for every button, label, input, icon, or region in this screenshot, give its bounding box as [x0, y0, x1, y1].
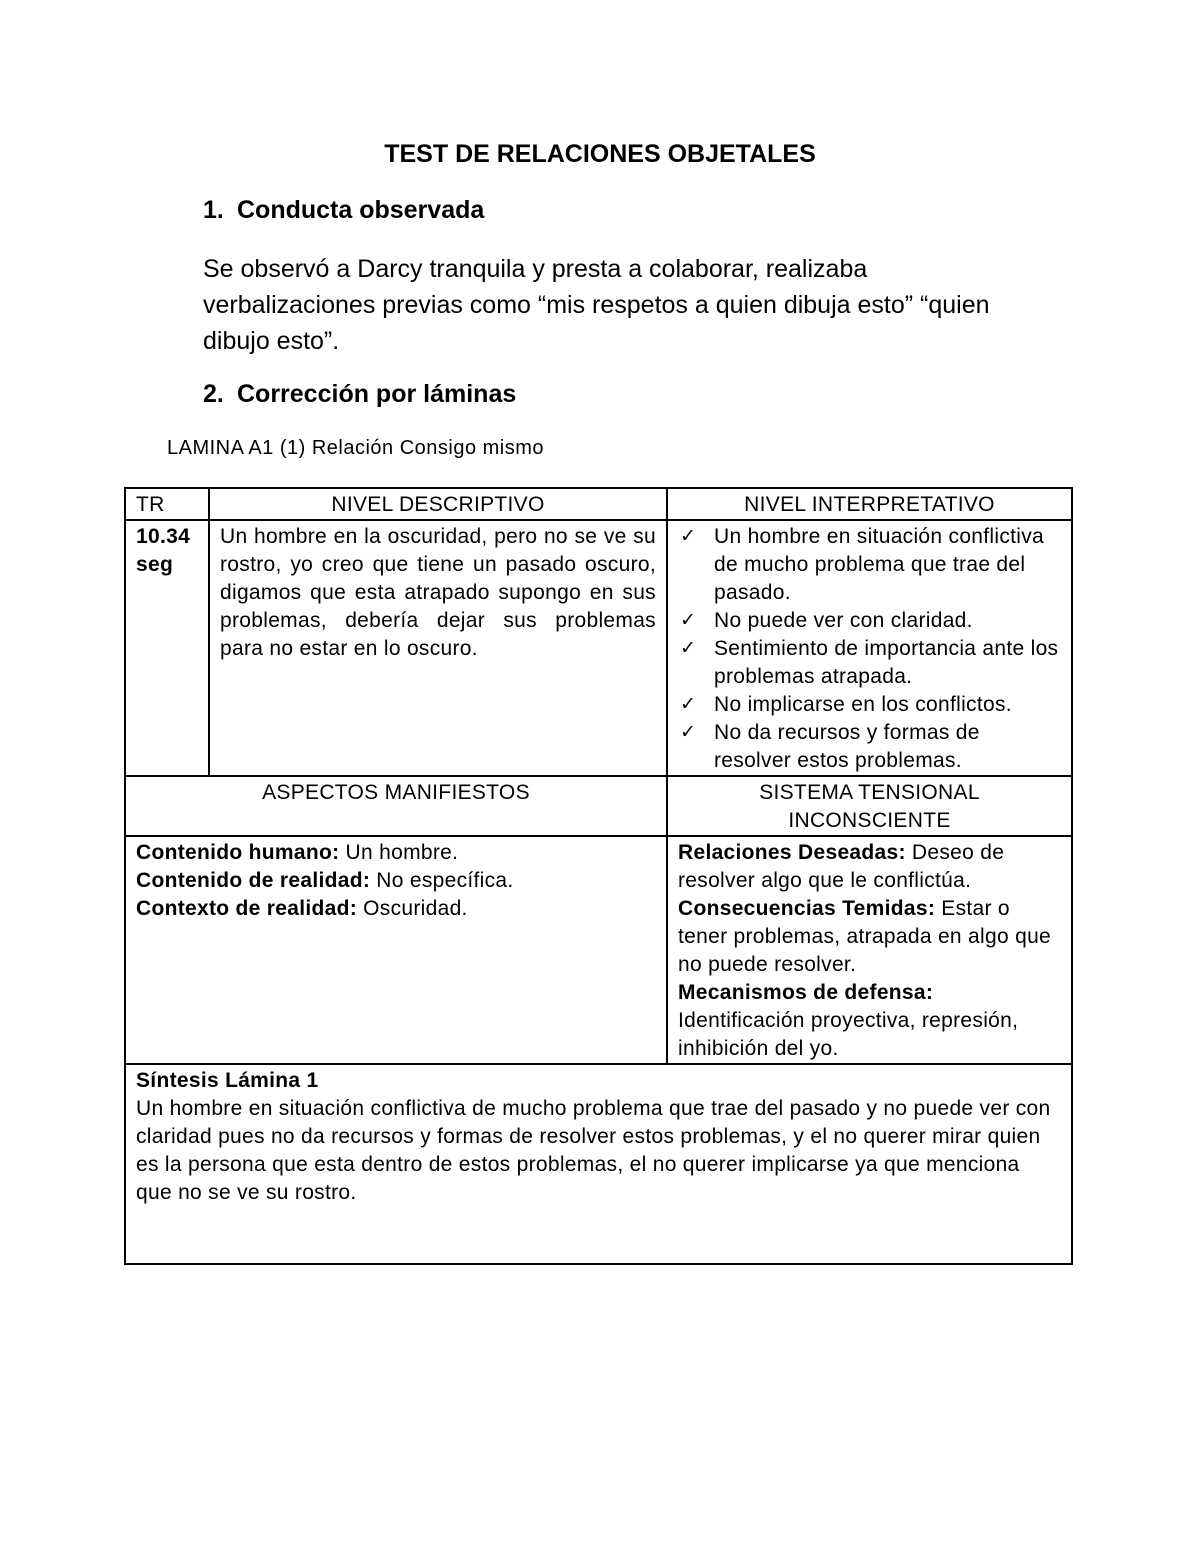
lamina-table [124, 487, 1073, 1265]
manifest-cell [125, 836, 667, 1064]
field-value: Identificación proyectiva, represión, inhibición del yo. [678, 1009, 1019, 1060]
descriptive-text: Un hombre en la oscuridad, pero no se ve su rostro, yo creo que tiene un pasado oscuro, digamos que esta atrapado supongo en sus problemas, debería dejar sus problemas para no estar en lo oscuro. [209, 520, 667, 776]
interpretive-list [678, 523, 1061, 775]
interpretive-cell [667, 520, 1072, 776]
section-heading-correccion [203, 380, 516, 409]
check-icon: ✓ [680, 610, 697, 631]
check-icon: ✓ [680, 722, 697, 743]
check-icon: ✓ [680, 638, 697, 659]
field-label: Contenido de realidad: [136, 869, 371, 892]
field-label: Mecanismos de defensa: [678, 981, 934, 1004]
list-item [680, 607, 1061, 635]
manifest-item [136, 895, 656, 923]
table-header-row [125, 488, 1072, 520]
field-value: No específica. [370, 869, 514, 892]
section-number: 2. [203, 380, 224, 408]
list-item-text: Sentimiento de importancia ante los problemas atrapada. [714, 637, 1059, 688]
list-item [680, 635, 1061, 691]
interpretive-header: NIVEL INTERPRETATIVO [667, 488, 1072, 520]
manifest-item [136, 839, 656, 867]
field-value: Estar o tener problemas, atrapada en algo que no puede resolver. [678, 897, 1052, 976]
list-item-text: No puede ver con claridad. [714, 609, 973, 632]
section-title: Corrección por láminas [237, 380, 517, 408]
field-label: Consecuencias Temidas: [678, 897, 936, 920]
tr-value: 10.34 seg [125, 520, 209, 776]
field-label: Contexto de realidad: [136, 897, 357, 920]
descriptive-header: NIVEL DESCRIPTIVO [209, 488, 667, 520]
section-number: 1. [203, 196, 224, 224]
page-title: TEST DE RELACIONES OBJETALES [384, 140, 816, 168]
manifest-header: ASPECTOS MANIFIESTOS [125, 776, 667, 836]
list-item [680, 523, 1061, 607]
check-icon: ✓ [680, 694, 697, 715]
table-row [125, 520, 1072, 776]
list-item [680, 719, 1061, 775]
list-item-text: Un hombre en situación conflictiva de mucho problema que trae del pasado. [714, 525, 1045, 604]
observed-conduct-paragraph: Se observó a Darcy tranquila y presta a colaborar, realizaba verbalizaciones previas como “mis respetos a quien dibuja esto” “quien dibujo esto”. [203, 255, 990, 355]
tension-item [678, 839, 1061, 895]
field-value: Oscuridad. [357, 897, 468, 920]
field-value: Un hombre. [339, 841, 459, 864]
tension-item [678, 895, 1061, 979]
aspects-header-row [125, 776, 1072, 836]
list-item-text: No da recursos y formas de resolver estos problemas. [714, 721, 980, 772]
tension-item [678, 979, 1061, 1063]
manifest-item [136, 867, 656, 895]
tr-header: TR [125, 488, 209, 520]
section-title: Conducta observada [237, 196, 485, 224]
field-label: Relaciones Deseadas: [678, 841, 906, 864]
tension-header: SISTEMA TENSIONAL INCONSCIENTE [667, 776, 1072, 836]
tension-cell [667, 836, 1072, 1064]
list-item-text: No implicarse en los conflictos. [714, 693, 1012, 716]
synthesis-cell [125, 1064, 1072, 1264]
check-icon: ✓ [680, 526, 697, 547]
aspects-row [125, 836, 1072, 1064]
field-label: Contenido humano: [136, 841, 340, 864]
field-value: Deseo de resolver algo que le conflictúa. [678, 841, 1005, 892]
lamina-title: LAMINA A1 (1) Relación Consigo mismo [167, 437, 545, 459]
synthesis-text: Un hombre en situación conflictiva de mucho problema que trae del pasado y no puede ver con claridad pues no da recursos y formas de resolver estos problemas, y el no querer mirar quien es la persona que esta dentro de estos problemas, el no querer implicarse ya que menciona que no se ve su rostro. [136, 1097, 1051, 1204]
synthesis-title: Síntesis Lámina 1 [136, 1069, 319, 1092]
synthesis-row [125, 1064, 1072, 1264]
list-item [680, 691, 1061, 719]
section-heading-conducta [203, 196, 484, 225]
